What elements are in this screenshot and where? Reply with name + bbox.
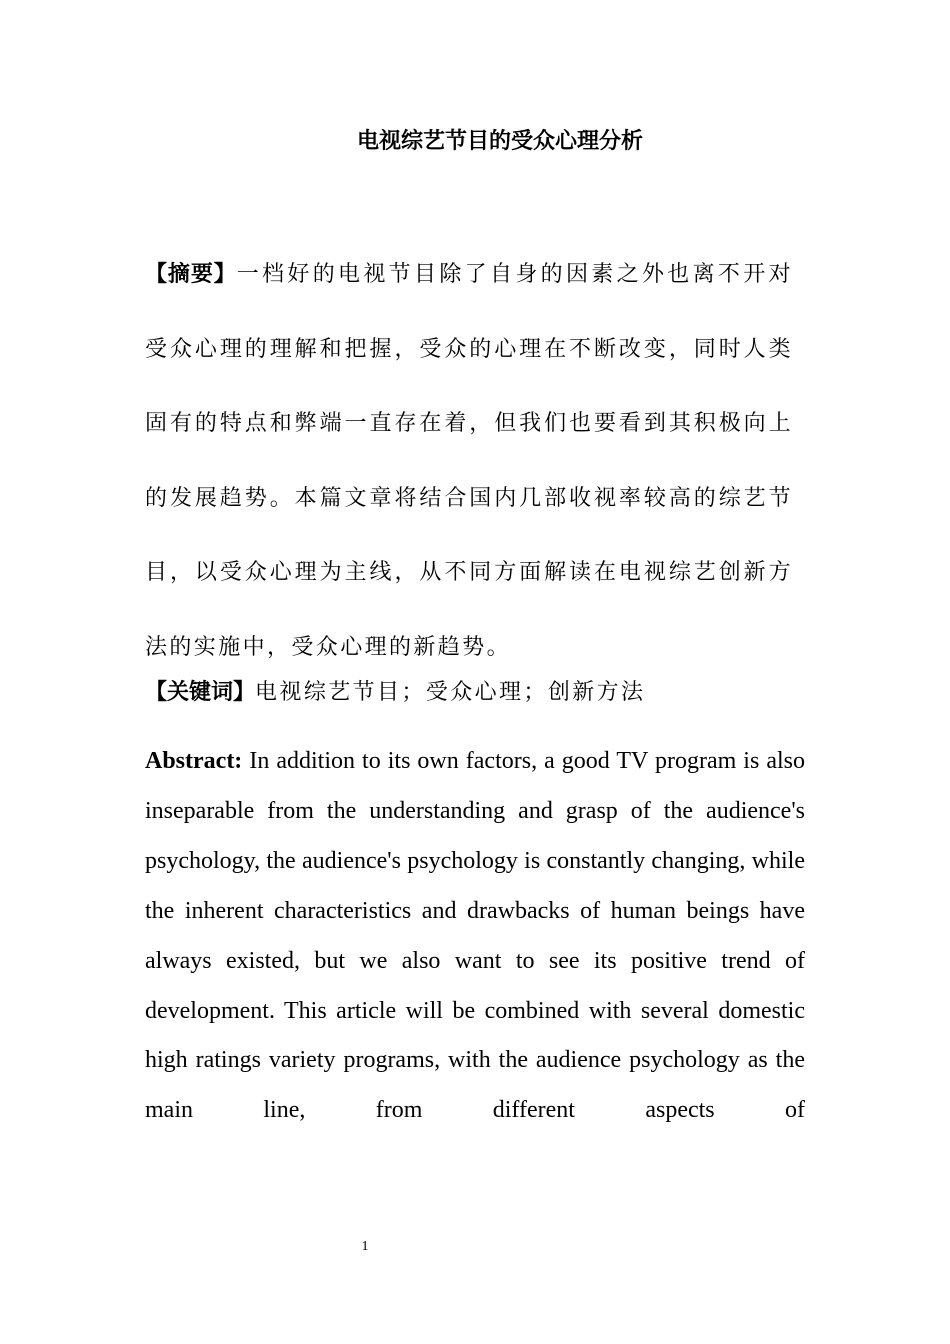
chinese-abstract-text: 一档好的电视节目除了自身的因素之外也离不开对受众心理的理解和把握，受众的心理在不断改变，同时人类固有的特点和弊端一直存在着，但我们也要看到其积极向上的发展趋势。本篇文章将结合国内几部收视率较高的综艺节目，以受众心理为主线，从不同方面解读在电视综艺创新方法的实施中，受众心理的新趋势。 [145, 262, 793, 660]
chinese-abstract-label: 【摘要】 [145, 262, 237, 287]
english-abstract [145, 737, 805, 1136]
english-abstract-label: Abstract: [145, 748, 243, 774]
chinese-keywords [145, 676, 805, 710]
english-abstract-text: In addition to its own factors, a good TV program is also inseparable from the understanding and grasp of the audience's psychology, the audience's psychology is constantly changing, while the inherent characteristics and drawbacks of human beings have always existed, but we also want to see its positive trend of development. This article will be combined with several domestic high ratings variety programs, with the audience psychology as the main line, from different aspects of [145, 748, 805, 1124]
chinese-keywords-label: 【关键词】 [145, 680, 256, 705]
page-number: 1 [361, 1239, 369, 1254]
chinese-keywords-text: 电视综艺节目；受众心理；创新方法 [255, 680, 646, 705]
chinese-abstract [145, 238, 793, 686]
document-title: 电视综艺节目的受众心理分析 [356, 129, 643, 154]
